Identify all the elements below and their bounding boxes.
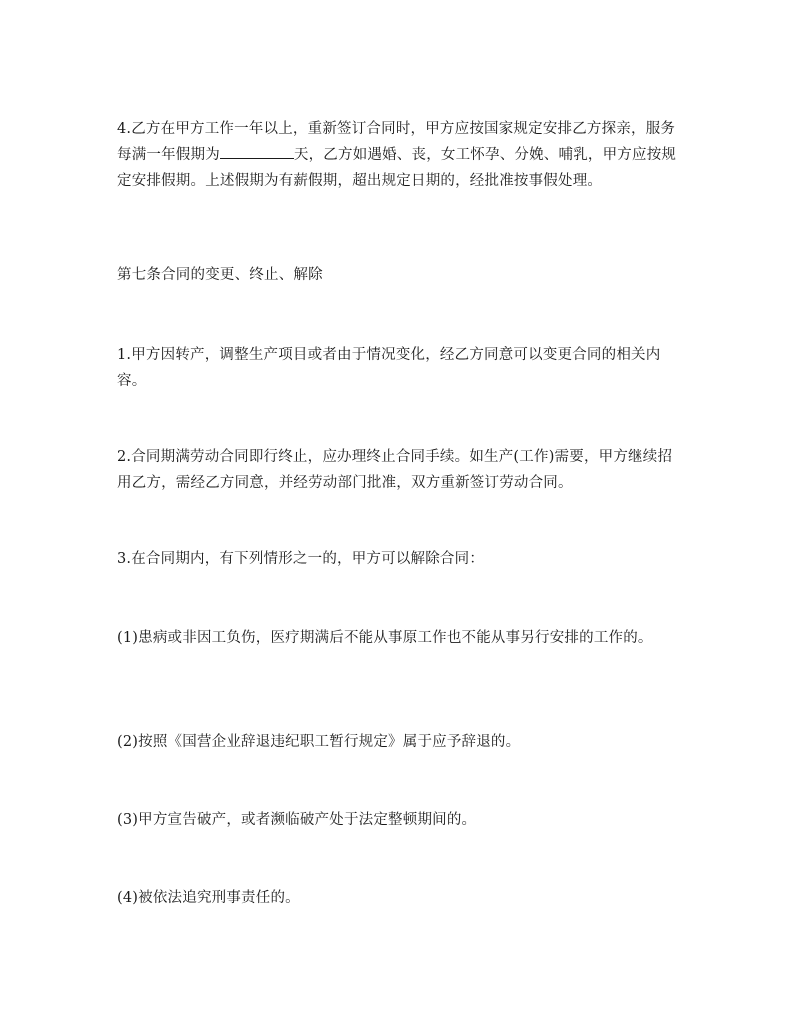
section-heading: 第七条合同的变更、终止、解除: [117, 267, 323, 283]
paragraph-dissolution-intro: 3.在合同期内，有下列情形之一的，甲方可以解除合同：: [117, 551, 485, 567]
paragraph-vacation-text-after: 天，乙方如遇婚、丧，女工怀孕、分娩、哺乳，甲方应按规定安排假期。上述假期为有薪假期，超出规定日期的，经批准按事假处理。: [117, 147, 677, 189]
paragraph-termination: 2.合同期满劳动合同即行终止，应办理终止合同手续。如生产(工作)需要，甲方继续招用乙方，需经乙方同意，并经劳动部门批准，双方重新签订劳动合同。: [117, 449, 673, 491]
list-item-2: (2)按照《国营企业辞退违纪职工暂行规定》属于应予辞退的。: [117, 734, 521, 750]
fill-in-blank[interactable]: [220, 144, 294, 159]
paragraph-vacation-text-before: 4.乙方在甲方工作一年以上，重新签订合同时，甲方应按国家规定安排乙方探亲，服务每满一年假期为: [117, 121, 676, 163]
list-item-1: (1)患病或非因工负伤，医疗期满后不能从事原工作也不能从事另行安排的工作的。: [117, 630, 653, 646]
paragraph-vacation: [117, 116, 683, 194]
list-item-3: (3)甲方宣告破产，或者濒临破产处于法定整顿期间的。: [117, 812, 477, 828]
paragraph-change: 1.甲方因转产，调整生产项目或者由于情况变化，经乙方同意可以变更合同的相关内容。: [117, 347, 661, 389]
list-item-4: (4)被依法追究刑事责任的。: [117, 890, 300, 906]
